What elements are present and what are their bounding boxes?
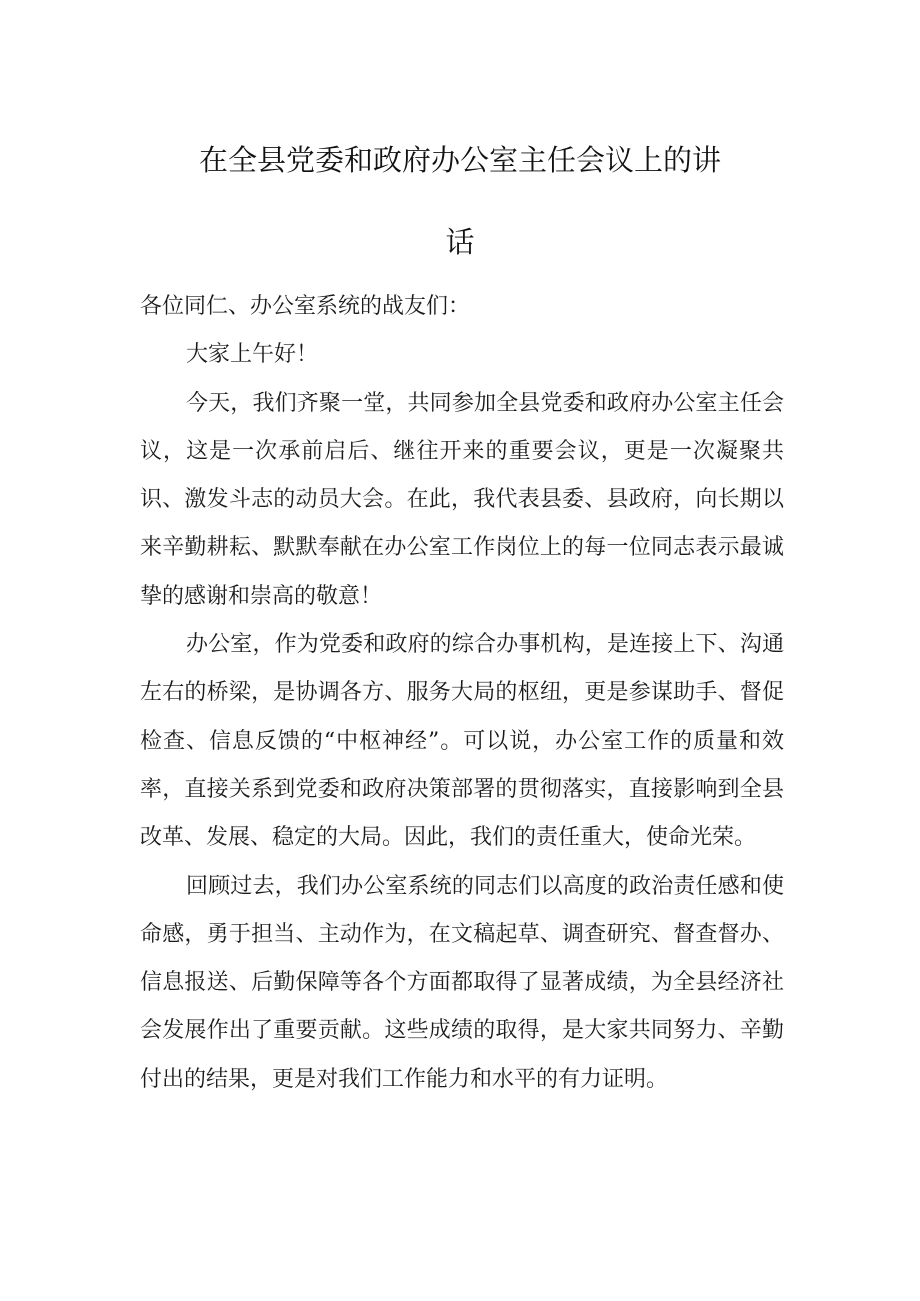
opening-paragraph: 今天，我们齐聚一堂，共同参加全县党委和政府办公室主任会议，这是一次承前启后、继往开来的重要会议，更是一次凝聚共识、激发斗志的动员大会。在此，我代表县委、县政府，向长期以来辛勤耕耘、默默奉献在办公室工作岗位上的每一位同志表示最诚挚的感谢和崇高的敬意！: [140, 390, 784, 609]
salutation: 各位同仁、办公室系统的战友们：: [140, 294, 471, 319]
document-title-line-2: 话: [445, 225, 475, 259]
office-role-paragraph: 办公室，作为党委和政府的综合办事机构，是连接上下、沟通左右的桥梁，是协调各方、服务大局的枢纽，更是参谋助手、督促检查、信息反馈的“中枢神经”。可以说，办公室工作的质量和效率，直接关系到党委和政府决策部署的贯彻落实，直接影响到全县改革、发展、稳定的大局。因此，我们的责任重大，使命光荣。: [140, 632, 784, 851]
speech-body: [140, 283, 784, 1104]
review-paragraph: 回顾过去，我们办公室系统的同志们以高度的政治责任感和使命感，勇于担当、主动作为，在文稿起草、调查研究、督查督办、信息报送、后勤保障等各个方面都取得了显著成绩，为全县经济社会发展作出了重要贡献。这些成绩的取得，是大家共同努力、辛勤付出的结果，更是对我们工作能力和水平的有力证明。: [140, 873, 784, 1092]
greeting-paragraph: 大家上午好！: [186, 342, 319, 368]
document-title-line-1: 在全县党委和政府办公室主任会议上的讲: [198, 143, 721, 177]
